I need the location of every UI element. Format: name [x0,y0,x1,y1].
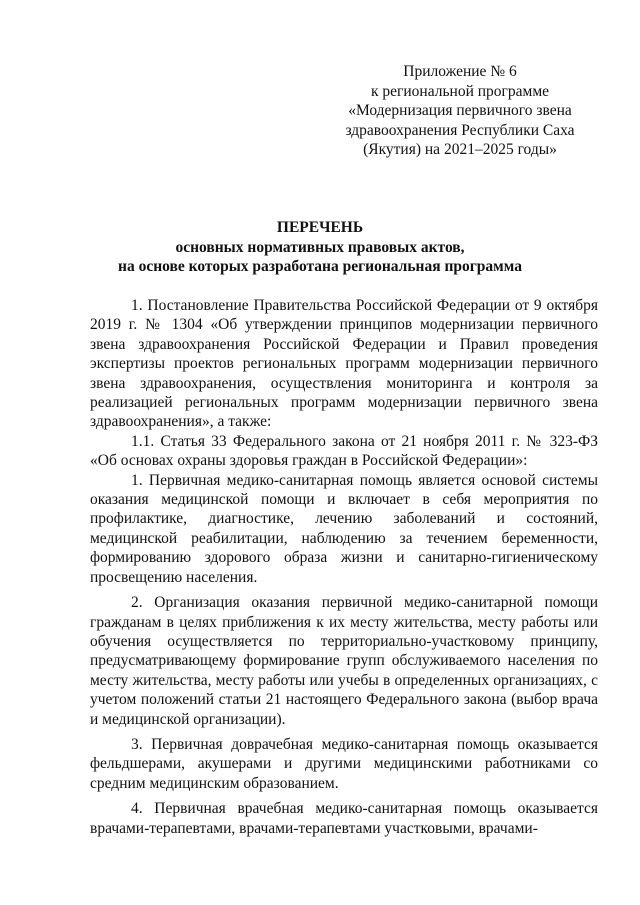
appendix-line: «Модернизация первичного звена [348,102,572,119]
paragraph: 3. Первичная доврачебная медико-санитарная помощь оказывается фельдшерами, акушерами и другими медицинскими работниками со средним медицинским образованием. [90,735,598,792]
document-heading [90,218,550,277]
document-body [90,296,598,838]
appendix-block [340,62,580,160]
document-subtitle: основных нормативных правовых актов, [175,238,465,256]
appendix-line: здравоохранения Республики Саха [345,121,575,139]
appendix-line: (Якутия) на 2021–2025 годы» [363,141,557,158]
appendix-line: Приложение № 6 [403,63,517,80]
document-title: ПЕРЕЧЕНЬ [276,219,364,236]
paragraph: 1.1. Статья 33 Федерального закона от 21 ноября 2011 г. № 323-ФЗ «Об основах охраны здоровья граждан в Российской Федерации»: [90,432,598,470]
paragraph: 1. Постановление Правительства Российской Федерации от 9 октября 2019 г. № 1304 «Об утверждении принципов модернизации первичного звена здравоохранения Российской Федерации и Правил проведения экспертизы проектов региональных программ модернизации первичного звена здравоохранения, осуществления мониторинга и контроля за реализацией региональных программ модернизации первичного звена здравоохранения», а также: [90,297,598,431]
paragraph: 2. Организация оказания первичной медико-санитарной помощи гражданам в целях приближения к их месту жительства, месту работы или обучения осуществляется по территориально-участковому принципу, предусматривающему формирование групп обслуживаемого населения по месту жительства, месту работы или учебы в определенных организациях, с учетом положений статьи 21 настоящего Федерального закона (выбор врача и медицинской организации). [90,594,598,728]
paragraph: 4. Первичная врачебная медико-санитарная помощь оказывается врачами-терапевтами, врачами-терапевтами участковыми, врачами- [90,800,598,837]
appendix-line: к региональной программе [370,82,550,100]
paragraph: 1. Первичная медико-санитарная помощь является основой системы оказания медицинской помощи и включает в себя мероприятия по профилактике, диагностике, лечению заболеваний и состояний, медицинской реабилитации, наблюдению за течением беременности, формированию здорового образа жизни и санитарно-гигиеническому просвещению населения. [90,471,598,586]
document-subtitle: на основе которых разработана региональная программа [118,258,522,275]
